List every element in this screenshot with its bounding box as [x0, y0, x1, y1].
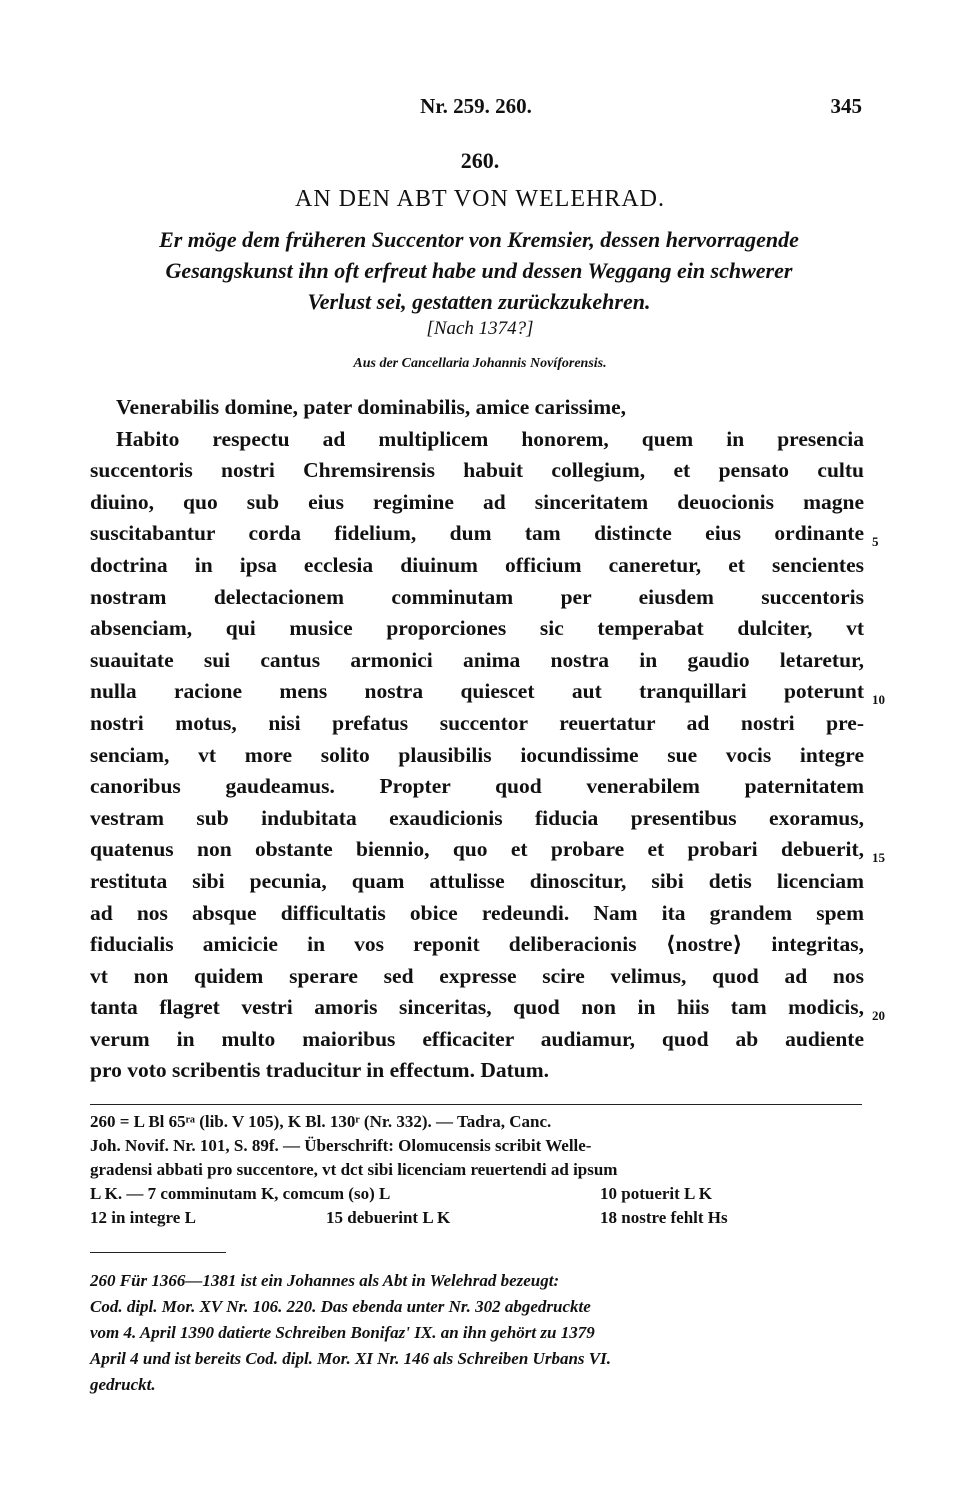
- running-head: [90, 94, 862, 124]
- body-line: nostri motus, nisi prefatus succentor reuertatur ad nostri pre-: [90, 710, 864, 735]
- body-line: canoribus gaudeamus. Propter quod venerabilem paternitatem: [90, 774, 864, 799]
- body-line: nulla racione mens nostra quiescet aut tranquillari poterunt: [90, 679, 864, 704]
- body-line: pro voto scribentis traducitur in effectum. Datum.: [90, 1058, 550, 1083]
- document-number: 260.: [460, 148, 500, 173]
- apparatus-entry: 10 potuerit L K: [600, 1184, 712, 1203]
- body-line: diuino, quo sub eius regimine ad sinceritatem deuocionis magne: [90, 489, 864, 514]
- apparatus-entry: 12 in integre L: [90, 1208, 196, 1227]
- body-line: ad nos absque difficultatis obice redeundi. Nam ita grandem spem: [90, 900, 864, 925]
- apparatus-line: 260 = L Bl 65ʳᵃ (lib. V 105), K Bl. 130ʳ (Nr. 332). — Tadra, Canc.: [90, 1112, 552, 1131]
- note-line: Cod. dipl. Mor. XV Nr. 106. 220. Das ebenda unter Nr. 302 abgedruckte: [90, 1297, 591, 1316]
- note-line: gedruckt.: [90, 1375, 156, 1394]
- apparatus-entry: L K. — 7 comminutam K, comcum (so) L: [90, 1184, 391, 1203]
- body-line: Habito respectu ad multiplicem honorem, quem in presencia: [116, 426, 864, 451]
- regest-line: Verlust sei, gestatten zurückzukehren.: [307, 289, 651, 314]
- historical-note: [90, 1268, 862, 1398]
- apparatus-divider: [90, 1104, 862, 1105]
- notes-divider: [90, 1252, 226, 1253]
- body-line: suauitate sui cantus armonici anima nostra in gaudio letaretur,: [90, 647, 864, 672]
- critical-apparatus: [90, 1110, 862, 1230]
- line-number: 5: [872, 534, 879, 549]
- document-date: [Nach 1374?]: [426, 318, 534, 339]
- running-head-title: Nr. 259. 260.: [420, 94, 532, 118]
- line-number: 10: [872, 692, 885, 707]
- line-number: 20: [872, 1008, 885, 1023]
- body-line: fiducialis amicicie in vos reponit deliberacionis ⟨nostre⟩ integritas,: [90, 932, 864, 957]
- source-note: Aus der Cancellaria Johannis Novíforensis.: [353, 356, 607, 371]
- apparatus-entry: 18 nostre fehlt Hs: [600, 1208, 728, 1227]
- body-line: absenciam, qui musice proporciones sic temperabat dulciter, vt: [90, 616, 864, 641]
- body-line: vestram sub indubitata exaudicionis fiducia presentibus exoramus,: [90, 805, 864, 830]
- regest-line: Gesangskunst ihn oft erfreut habe und dessen Weggang ein schwerer: [165, 258, 793, 283]
- apparatus-line: [90, 1206, 862, 1230]
- body-line: senciam, vt more solito plausibilis iocundissime sue vocis integre: [90, 742, 864, 767]
- body-line: vt non quidem sperare sed expresse scire velimus, quod ad nos: [90, 963, 864, 988]
- body-line: doctrina in ipsa ecclesia diuinum officium caneretur, et sencientes: [90, 552, 864, 577]
- apparatus-line: [90, 1182, 862, 1206]
- body-line: succentoris nostri Chremsirensis habuit collegium, et pensato cultu: [90, 458, 864, 483]
- body-line: tanta flagret vestri amoris sinceritas, quod non in hiis tam modicis,: [90, 995, 864, 1020]
- salutation-line: Venerabilis domine, pater dominabilis, amice carissime,: [116, 395, 627, 419]
- body-line: suscitabantur corda fidelium, dum tam distincte eius ordinante: [90, 521, 864, 546]
- body-line: nostram delectacionem comminutam per eiusdem succentoris: [90, 584, 864, 609]
- body-line: restituta sibi pecunia, quam attulisse dinoscitur, sibi detis licenciam: [90, 868, 864, 893]
- body-line: quatenus non obstante biennio, quo et probare et probari debuerit,: [90, 837, 864, 862]
- apparatus-line: Joh. Novif. Nr. 101, S. 89f. — Überschrift: Olomucensis scribit Welle-: [90, 1136, 592, 1155]
- apparatus-line: gradensi abbati pro succentore, vt dct sibi licenciam reuertendi ad ipsum: [90, 1160, 618, 1179]
- note-line: 260 Für 1366—1381 ist ein Johannes als Abt in Welehrad bezeugt:: [90, 1271, 560, 1290]
- page-number: 345: [830, 94, 862, 118]
- apparatus-entry: 15 debuerint L K: [326, 1208, 451, 1227]
- document-title: AN DEN ABT VON WELEHRAD.: [295, 186, 665, 212]
- note-line: April 4 und ist bereits Cod. dipl. Mor. XI Nr. 146 als Schreiben Urbans VI.: [90, 1349, 611, 1368]
- regest: [84, 224, 874, 317]
- letter-body: [90, 392, 864, 1087]
- note-line: vom 4. April 1390 datierte Schreiben Bonifaz' IX. an ihn gehört zu 1379: [90, 1323, 595, 1342]
- regest-line: Er möge dem früheren Succentor von Kremsier, dessen hervorragende: [159, 227, 799, 252]
- line-number: 15: [872, 850, 885, 865]
- body-line: verum in multo maioribus efficaciter audiamur, quod ab audiente: [90, 1026, 864, 1051]
